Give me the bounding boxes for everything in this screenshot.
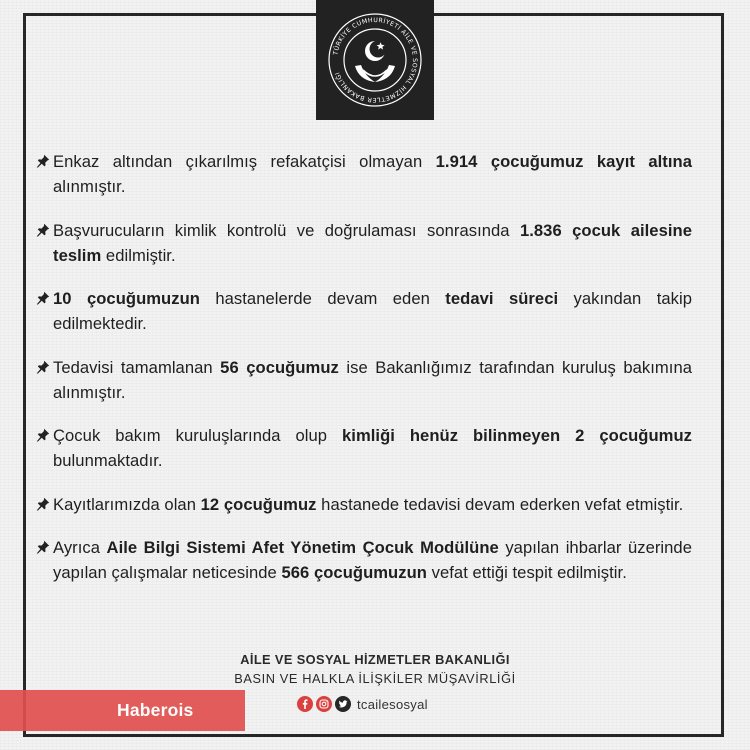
pushpin-icon [36,497,50,511]
item-text: kimliği henüz bilinmeyen 2 çocuğumuz [342,426,692,445]
list-item [36,423,692,473]
pushpin-icon [36,540,50,554]
twitter-icon[interactable] [335,696,351,712]
pushpin-icon [36,291,50,305]
ministry-logo [316,0,434,120]
item-text: tedavi süreci [445,289,559,308]
item-text: edilmiştir. [101,245,176,265]
item-text: hastanede tedavisi devam ederken vefat etmiştir. [316,494,684,514]
item-text: Kayıtlarımızda olan [53,494,201,514]
list-item [36,218,692,268]
list-item [36,535,692,585]
item-text: Başvurucuların kimlik kontrolü ve doğrulaması sonrasında [53,220,520,240]
pushpin-icon [36,360,50,374]
item-text: hastanelerde devam eden [199,289,446,308]
watermark-badge [0,690,245,731]
shield-crescent-hands-icon [325,10,425,110]
social-links [297,695,428,713]
item-text: ise Bakanlığımız tarafından kuruluş bakımına alınmıştır. [53,357,692,402]
item-text: 10 çocuğumuzun [53,289,200,308]
item-text: 1.836 çocuk ailesine teslim [53,220,692,265]
pushpin-icon [36,223,50,237]
item-text: yakından takip edilmektedir. [53,289,693,333]
svg-text:TÜRKİYE CUMHURİYETİ AİLE VE SO: TÜRKİYE CUMHURİYETİ AİLE VE SOSYAL HİZMETLER BAKANLIĞI [332,16,419,104]
pushpin-icon [36,154,50,168]
item-text: 1.914 çocuğumuz kayıt altına [435,152,692,171]
list-item [36,492,692,517]
item-text: Çocuk bakım kuruluşlarında olup [53,426,343,445]
department-name: BASIN VE HALKLA İLİŞKİLER MÜŞAVİRLİĞİ [234,671,516,686]
list-item [36,355,692,405]
item-text: Tedavisi tamamlanan [53,357,221,377]
item-text: Aile Bilgi Sistemi Afet Yönetim Çocuk Modülüne [106,538,499,557]
pushpin-icon [36,428,50,442]
item-text: 56 çocuğumuz [220,357,339,377]
item-text: yapılan ihbarlar üzerinde yapılan çalışmalar neticesinde [53,538,692,582]
facebook-icon[interactable] [297,696,313,712]
ministry-name: AİLE VE SOSYAL HİZMETLER BAKANLIĞI [240,652,510,667]
list-item [36,286,692,336]
item-text: Ayrıca [53,538,107,557]
list-item [36,149,692,199]
announcement-list [36,149,692,604]
item-text: vefat ettiği tespit edilmiştir. [426,563,627,582]
instagram-icon[interactable] [316,696,332,712]
item-text: 566 çocuğumuzun [281,563,427,582]
watermark-text: Haberois [117,700,194,720]
item-text: bulunmaktadır. [53,451,163,470]
social-handle[interactable]: tcailesosyal [357,696,428,712]
item-text: Enkaz altından çıkarılmış refakatçisi olmayan [53,152,436,171]
item-text: alınmıştır. [53,177,126,196]
item-text: 12 çocuğumuz [200,494,317,514]
